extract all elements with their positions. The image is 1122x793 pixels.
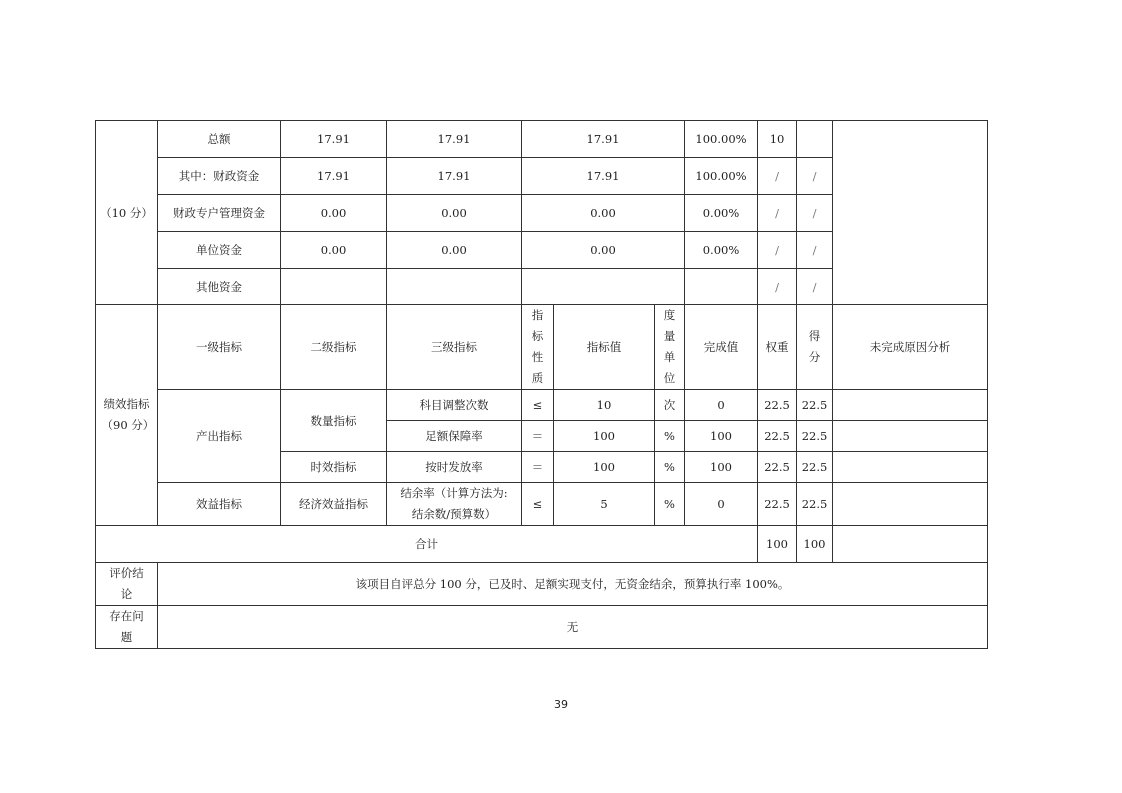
evaluation-row [96, 563, 988, 606]
issues-text: 无 [158, 606, 988, 649]
budget-score: / [797, 232, 833, 269]
indicator-name: 按时发放率 [387, 452, 522, 483]
indicator-reason [833, 390, 988, 421]
total-row [96, 526, 988, 563]
benefit-indicator-label: 效益指标 [158, 483, 281, 526]
header-weight: 权重 [758, 305, 797, 390]
indicator-actual: 0 [685, 390, 758, 421]
evaluation-label: 评价结论 [96, 563, 158, 606]
budget-row-label: 其中：财政资金 [158, 158, 281, 195]
indicator-actual: 0 [685, 483, 758, 526]
page-number: 39 [554, 698, 568, 711]
budget-row-label: 单位资金 [158, 232, 281, 269]
indicator-unit: % [655, 483, 685, 526]
budget-cell [522, 269, 685, 305]
issues-label: 存在问题 [96, 606, 158, 649]
budget-row-total [96, 121, 988, 158]
total-score: 100 [797, 526, 833, 563]
indicator-unit: % [655, 421, 685, 452]
indicator-score: 22.5 [797, 390, 833, 421]
budget-cell: 0.00 [387, 195, 522, 232]
header-level2: 二级指标 [281, 305, 387, 390]
total-blank-cell [833, 526, 988, 563]
indicator-row [96, 483, 988, 526]
budget-cell [281, 269, 387, 305]
header-reason: 未完成原因分析 [833, 305, 988, 390]
indicator-reason [833, 452, 988, 483]
indicator-reason [833, 483, 988, 526]
indicator-weight: 22.5 [758, 452, 797, 483]
budget-cell: 17.91 [281, 121, 387, 158]
header-level3: 三级指标 [387, 305, 522, 390]
budget-cell: 17.91 [522, 158, 685, 195]
output-indicator-label: 产出指标 [158, 390, 281, 483]
performance-category-label: 绩效指标（90 分） [96, 305, 158, 526]
budget-score [797, 121, 833, 158]
budget-cell: 0.00 [281, 195, 387, 232]
quantity-indicator-label: 数量指标 [281, 390, 387, 452]
indicator-weight: 22.5 [758, 421, 797, 452]
header-level1: 一级指标 [158, 305, 281, 390]
indicator-name: 科目调整次数 [387, 390, 522, 421]
header-score: 得分 [797, 305, 833, 390]
total-weight: 100 [758, 526, 797, 563]
budget-rate: 0.00% [685, 195, 758, 232]
budget-weight: / [758, 269, 797, 305]
total-label: 合计 [96, 526, 758, 563]
indicator-target: 100 [554, 452, 655, 483]
indicator-weight: 22.5 [758, 483, 797, 526]
indicator-target: 10 [554, 390, 655, 421]
indicator-nature: ＝ [522, 421, 554, 452]
budget-cell: 17.91 [522, 121, 685, 158]
indicator-unit: 次 [655, 390, 685, 421]
budget-blank-cell [833, 121, 988, 305]
budget-cell: 17.91 [281, 158, 387, 195]
budget-cell: 0.00 [387, 232, 522, 269]
budget-cell: 17.91 [387, 158, 522, 195]
header-actual-value: 完成值 [685, 305, 758, 390]
budget-rate: 100.00% [685, 158, 758, 195]
indicator-row [96, 390, 988, 421]
budget-weight: 10 [758, 121, 797, 158]
indicator-name: 足额保障率 [387, 421, 522, 452]
evaluation-text: 该项目自评总分 100 分，已及时、足额实现支付，无资金结余，预算执行率 100%。 [158, 563, 988, 606]
indicator-nature: ＝ [522, 452, 554, 483]
budget-score: / [797, 158, 833, 195]
performance-header-row [96, 305, 988, 390]
indicator-target: 5 [554, 483, 655, 526]
budget-weight: / [758, 232, 797, 269]
budget-rate: 100.00% [685, 121, 758, 158]
budget-cell [387, 269, 522, 305]
budget-rate: 0.00% [685, 232, 758, 269]
indicator-reason [833, 421, 988, 452]
indicator-score: 22.5 [797, 421, 833, 452]
self-evaluation-table [95, 120, 988, 649]
timeliness-indicator-label: 时效指标 [281, 452, 387, 483]
issues-row [96, 606, 988, 649]
indicator-score: 22.5 [797, 483, 833, 526]
economic-indicator-label: 经济效益指标 [281, 483, 387, 526]
indicator-weight: 22.5 [758, 390, 797, 421]
header-unit: 度量单位 [655, 305, 685, 390]
budget-cell: 17.91 [387, 121, 522, 158]
budget-cell: 0.00 [522, 232, 685, 269]
budget-rate [685, 269, 758, 305]
budget-score: / [797, 269, 833, 305]
budget-cell: 0.00 [281, 232, 387, 269]
header-nature: 指标性质 [522, 305, 554, 390]
indicator-target: 100 [554, 421, 655, 452]
indicator-actual: 100 [685, 452, 758, 483]
indicator-name: 结余率（计算方法为: 结余数/预算数） [387, 483, 522, 526]
indicator-score: 22.5 [797, 452, 833, 483]
indicator-nature: ≤ [522, 483, 554, 526]
budget-weight: / [758, 195, 797, 232]
budget-category-label: （10 分） [96, 121, 158, 305]
header-target-value: 指标值 [554, 305, 655, 390]
indicator-actual: 100 [685, 421, 758, 452]
budget-row-label: 其他资金 [158, 269, 281, 305]
budget-score: / [797, 195, 833, 232]
budget-cell: 0.00 [522, 195, 685, 232]
indicator-nature: ≤ [522, 390, 554, 421]
budget-weight: / [758, 158, 797, 195]
budget-row-label: 财政专户管理资金 [158, 195, 281, 232]
indicator-unit: % [655, 452, 685, 483]
budget-row-label: 总额 [158, 121, 281, 158]
